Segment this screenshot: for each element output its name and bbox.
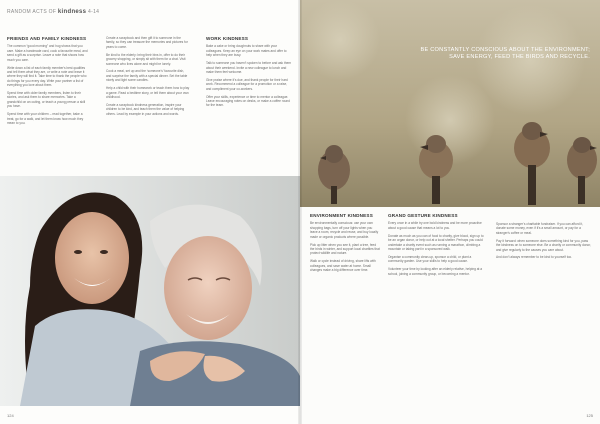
photo-illustration bbox=[300, 0, 600, 207]
friends-family-column-continued bbox=[106, 36, 190, 120]
header-prefix: RANDOM ACTS OF bbox=[7, 9, 57, 15]
paragraph: Pay it forward: when someone does something kind for you, pass the kindness on to someone else. Be a charity or community donor, and give regularly to the causes you care about. bbox=[496, 238, 591, 252]
paragraph: Help a child with their homework or teach them how to play a game. Read a bedtime story, or tell them about your own childhood. bbox=[106, 86, 190, 99]
sparrows-photo bbox=[300, 0, 600, 207]
work-kindness-heading: WORK KINDNESS bbox=[206, 36, 249, 41]
pull-quote: BE CONSTANTLY CONSCIOUS ABOUT THE ENVIRONMENT; SAVE ENERGY, FEED THE BIRDS AND RECYCLE. bbox=[420, 47, 590, 60]
environment-kindness-column bbox=[310, 213, 380, 276]
paragraph: Write down a list of each family member's best qualities and tell them what they are, or write a note and leave it where they will find it. Take time to thank the people who do things for you every day. Write your partner a list of everything you love about them. bbox=[7, 65, 87, 88]
paragraph: Be environmentally conscious: use your own shopping bags, turn off your lights when you leave a room, recycle and reuse, and buy locally made or organic products where possible. bbox=[310, 221, 379, 239]
grandmother-granddaughter-photo bbox=[0, 176, 300, 406]
friends-family-heading: FRIENDS AND FAMILY KINDNESS bbox=[7, 36, 87, 41]
environment-kindness-heading: ENVIRONMENT KINDNESS bbox=[310, 213, 373, 218]
paragraph: Cook a meal, set up and the ‘someone’s’ favourite dish, and surprise the family with a special dinner. Set the table nicely and light some candles. bbox=[106, 69, 188, 83]
paragraph: Spend time with older family members, listen to their stories, and ask them to share memories. Take a grandchild on an outing, or teach a young person a skill you have. bbox=[7, 91, 86, 109]
paragraph: Create a scrapbook and then gift it to someone in the family, so they can treasure the memories and pictures for years to come. bbox=[106, 36, 188, 49]
spread-gutter bbox=[298, 0, 302, 424]
work-kindness-column bbox=[206, 36, 292, 111]
grand-gesture-column-continued bbox=[496, 222, 592, 263]
page-number-right: 125 bbox=[586, 413, 593, 418]
photo-illustration bbox=[0, 176, 300, 406]
grand-gesture-column bbox=[388, 213, 486, 279]
paragraph: The common “good morning” and hug shows that you care. Make a handmade card, cook a favourite meal, and send a gift as a surprise. Leave a note that shows how much you care. bbox=[7, 44, 88, 62]
grand-gesture-heading: GRAND GESTURE KINDNESS bbox=[388, 213, 458, 218]
paragraph: Organise a community clean-up, sponsor a child, or plant a community garden. Use your skills to help a good cause. bbox=[388, 254, 472, 264]
paragraph: Give praise where it’s due, and thank people for their hard work. Recommend a colleague for a promotion or a raise, and compliment your co-workers. bbox=[206, 77, 288, 91]
header-title: kindness bbox=[57, 9, 87, 15]
paragraph: Every once in a while try one bold kindness and be more proactive about a good cause that means a lot to you. bbox=[388, 221, 482, 230]
friends-family-column bbox=[7, 36, 89, 129]
paragraph: Pick up litter when you see it, plant a tree, feed the birds in winter, and support local charities that protect wildlife and nature. bbox=[310, 242, 380, 256]
paragraph: Be kind to the elderly: bring their bins in, offer to do their grocery shopping, or simply sit with them for a chat. Visit someone who lives alone and might be lonely. bbox=[106, 52, 186, 66]
paragraph: Offer your skills, experience or time to mentor a colleague. Leave encouraging notes on desks, or make a coffee round for the team. bbox=[206, 94, 290, 108]
page-header bbox=[7, 9, 99, 15]
paragraph: Spend time with your children – read together, bake a treat, go for a walk, and let them know how much they mean to you. bbox=[7, 112, 84, 125]
paragraph: And don’t always remember to be kind to yourself too. bbox=[496, 255, 573, 260]
paragraph: Walk or cycle instead of driving, share lifts with colleagues, and save water at home. Small changes make a big difference over time. bbox=[310, 259, 376, 273]
header-suffix: 4-14 bbox=[88, 9, 100, 15]
paragraph: Volunteer your time by looking after an elderly relative, helping at a school, joining a community group, or becoming a mentor. bbox=[388, 267, 483, 276]
paragraph: Create a scrapbook kindness generation, inspire your children to be kind, and teach them the value of helping others. Lead by example in your actions and words. bbox=[106, 102, 185, 116]
page-number-left: 124 bbox=[7, 413, 14, 418]
paragraph: Sponsor a stranger’s charitable fundraiser. If you can afford it, donate some money, even if it's a small amount, or pay for a stranger's coffee or meal. bbox=[496, 222, 583, 235]
paragraph: Talk to someone you haven’t spoken to before and ask them about their weekend. Invite a new colleague to lunch and make them feel welcome. bbox=[206, 61, 292, 74]
paragraph: Bake a cake or bring doughnuts to share with your colleagues. Keep an eye on your work mates and offer to help when they are busy. bbox=[206, 44, 287, 58]
paragraph: Donate as much as you can of food to charity, give blood, sign up to be an organ donor, or help out at a local shelter. Perhaps you could undertake a charity event such as running a marathon, climbing a mountain or taking part in a sponsored walk. bbox=[388, 233, 484, 251]
